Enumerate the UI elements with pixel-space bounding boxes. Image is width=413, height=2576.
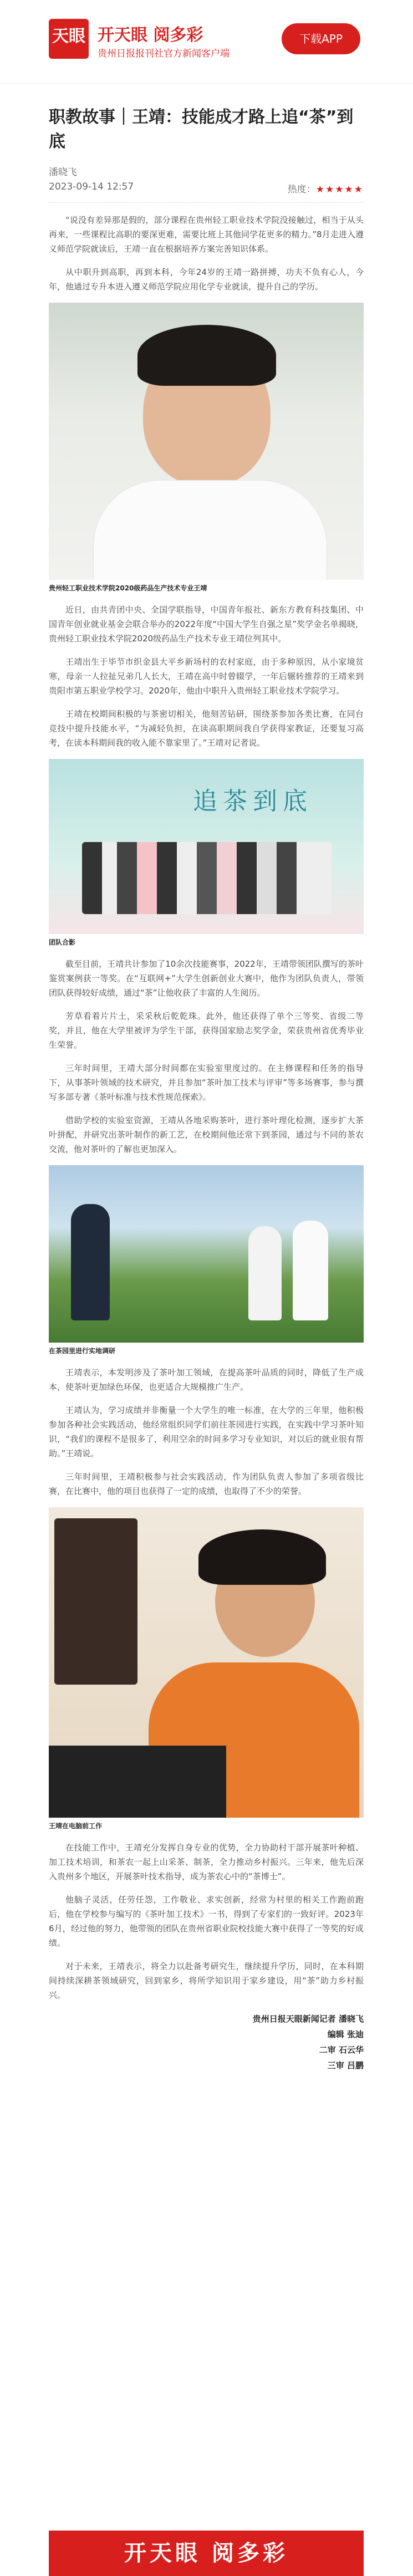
people-group xyxy=(82,842,332,914)
divider xyxy=(49,202,364,203)
keyboard-shape xyxy=(49,1746,226,1818)
footer-banner[interactable]: 开天眼 阅多彩 xyxy=(49,2531,364,2576)
portrait-photo xyxy=(49,303,364,580)
brand-title: 开天眼 阅多彩 xyxy=(98,25,203,45)
hair-shape xyxy=(137,325,276,386)
person-shape xyxy=(71,1204,110,1320)
publish-datetime: 2023-09-14 12:57 xyxy=(49,181,134,192)
brand-subtitle: 贵州日报报刊社官方新闻客户端 xyxy=(98,48,230,59)
paragraph: 芳草看着片片土，采采秋后乾乾珠。此外，他还获得了单个三等奖、省级二等奖，并且，他在大学里被评为学生干部，获得国家励志奖学金，荣获贵州省优秀毕业生荣誉。 xyxy=(49,1011,364,1050)
paragraph: 三年时间里，王靖积极参与社会实践活动，作为团队负责人参加了多项省级比赛，在比赛中，他的项目也获得了一定的成绩，也取得了不少的荣誉。 xyxy=(49,1472,364,1496)
paragraph: 对于未来，王靖表示，将全力以赴备考研究生，继续提升学历，同时，在本科期间持续深耕茶领域研究，回到家乡，将所学知识用于家乡建设，用“茶”助力乡村振兴。 xyxy=(49,1961,364,2000)
photo-caption: 王靖在电脑前工作 xyxy=(49,1822,103,1830)
working-photo xyxy=(49,1507,364,1818)
monitor-shape xyxy=(54,1518,137,1685)
article-author: 潘晓飞 xyxy=(49,167,77,178)
paragraph: 借助学校的实验室资源，王靖从各地采购茶叶，进行茶叶理化检测，逐步扩大茶叶拼配，并研究出茶叶制作的新工艺，在校期间他还常下到茶园，通过与不同的茶农交流，他对茶叶的了解也更加深入。 xyxy=(49,1115,364,1154)
paragraph: 他脑子灵活，任劳任怨，工作敬业、求实创新，经常为村里的相关工作跑前跑后，他在学校参与编写的《茶叶加工技术》一书，得到了专家们的一致好评。2023年6月，经过他的努力，他带领的团队在贵州省职业院校技能大赛中获得了一等奖的好成绩。 xyxy=(49,1895,364,1948)
paragraph: “说没有差异那是假的，部分课程在贵州轻工职业技术学院没接触过，相当于从头再来，一些课程比高职的要深更难，需要比班上其他同学花更多的精力。”8月走进入遵义师范学院就读后，王靖一直在根据培养方案完善知识体系。 xyxy=(49,215,364,254)
tea-garden-photo xyxy=(49,1165,364,1343)
paragraph: 三年时间里，王靖大部分时间都在实验室里度过的。在主修课程和任务的指导下，从事茶叶领域的技术研究，并且参加“茶叶加工技术与评审”等多场赛事，参与撰写多部专著《茶叶标准与技术性规范探索》。 xyxy=(49,1063,364,1102)
photo-caption: 在茶园里进行实地调研 xyxy=(49,1347,116,1355)
paragraph: 近日，由共青团中央、全国学联指导，中国青年报社、新东方教育科技集团、中国青年创业就业基金会联合举办的2022年度“中国大学生自强之星”奖学金名单揭晓，贵州轻工职业技术学院2020级药品生产技术专业王靖位列其中。 xyxy=(49,605,364,644)
download-app-button[interactable]: 下载APP xyxy=(282,23,360,54)
star-icon: ★★★★★ xyxy=(315,184,364,195)
app-logo: 天眼 xyxy=(49,19,89,59)
paragraph: 王靖表示，本发明涉及了茶叶加工领域，在提高茶叶品质的同时，降低了生产成本，使茶叶更加绿色环保，也更适合大规模推广生产。 xyxy=(49,1368,364,1392)
article-meta xyxy=(49,181,364,195)
group-photo xyxy=(49,759,364,934)
article-signature: 贵州日报天眼新闻记者 潘晓飞 编辑 张迪 二审 石云华 三审 吕鹏 xyxy=(252,2014,364,2070)
paragraph: 从中职升到高职，再到本科，今年24岁的王靖一路拼搏，功夫不负有心人，今年，他通过专升本进入遵义师范学院应用化学专业就读，提升自己的学历。 xyxy=(49,267,364,292)
article xyxy=(49,105,364,2073)
paragraph: 王靖认为，学习成绩并非衡量一个大学生的唯一标准，在大学的三年里，他积极参加各种社会实践活动，他经常组织同学们前往茶园进行实践，在实践中学习茶叶知识，“我们的课程不是很多了，利用空余的时间多学习专业知识，对以后的就业很有帮助。”王靖说。 xyxy=(49,1405,364,1458)
article-title: 职教故事｜王靖：技能成才路上追“茶”到底 xyxy=(49,108,354,151)
paragraph: 截至目前，王靖共计参加了10余次技能赛事，2022年，王靖带领团队撰写的茶叶鉴赏案例获一等奖。在“互联网+”大学生创新创业大赛中，他作为团队负责人，带领团队获得较好成绩，通过“茶”让他收获了丰富的人生阅历。 xyxy=(49,959,364,998)
paragraph: 在技能工作中，王靖充分发挥自身专业的优势，全力协助村干部开展茶叶种植、加工技术培训，和茶农一起上山采茶、制茶，全力推动乡村振兴。三年来，他先后深入贵州多个地区，开展茶叶技术指导，成为茶农心中的“茶博士”。 xyxy=(49,1843,364,1881)
banner-text: 追茶到底 xyxy=(193,787,313,815)
heat-rating: 热度：★★★★★ xyxy=(287,184,364,195)
paragraph: 王靖在校期间积极的与茶密切相关，他刻苦钻研，围绕茶参加各类比赛，在同台竞技中提升技能水平，“为减轻负担，在读高职期间我自学获得家教证，还要复习高考，在读本科期间我的收入能不靠家里了。”王靖对记者说。 xyxy=(49,709,364,748)
shirt-shape xyxy=(93,480,327,580)
paragraph: 王靖出生于毕节市织金县大平乡新场村的农村家庭，由于多种原因，从小家境贫寒，母亲一人拉扯兄弟几人长大，王靖在高中时曾辍学，一年后辗转推荐的王靖来到贵阳市第五职业学校学习。2020年，他由中职升入贵州轻工职业技术学院学习。 xyxy=(49,657,364,696)
person-shape xyxy=(248,1226,282,1320)
person-shape xyxy=(293,1221,328,1320)
photo-caption: 贵州轻工职业技术学院2020级药品生产技术专业王靖 xyxy=(49,584,207,592)
app-header xyxy=(0,0,413,84)
photo-caption: 团队合影 xyxy=(49,938,76,946)
hair-shape xyxy=(198,1529,326,1585)
